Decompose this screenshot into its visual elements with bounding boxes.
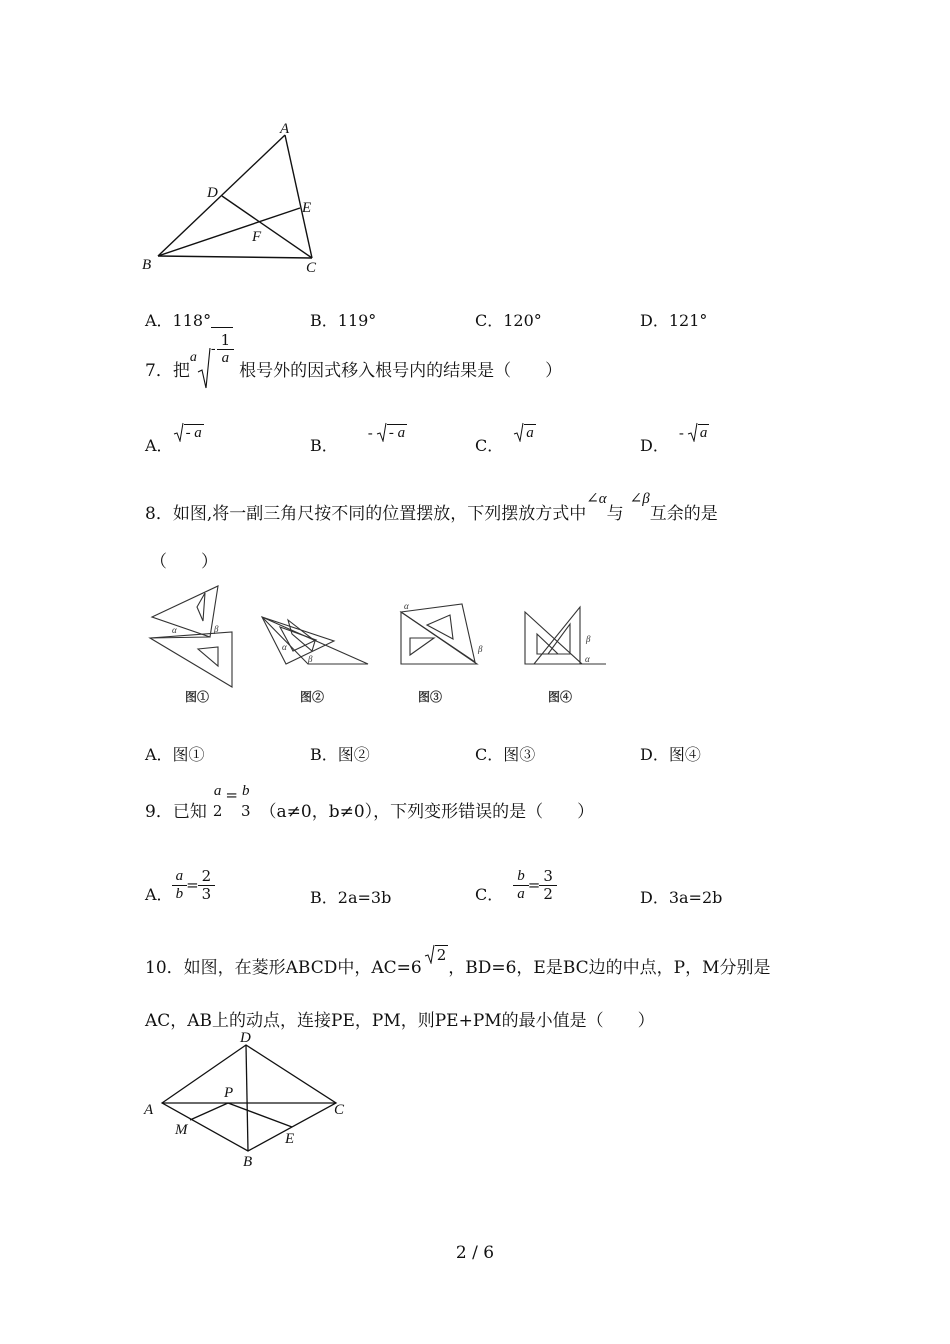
label-P: P (224, 1085, 234, 1101)
sqrt-sign (173, 422, 184, 442)
q9-f2-den: 3 (240, 802, 251, 820)
fig4-caption: 图④ (548, 690, 573, 704)
question-8 (145, 484, 718, 524)
q7-suffix: 根号外的因式移入根号内的结果是（ ） (239, 360, 563, 381)
q9-optC-f2-num: 3 (543, 867, 553, 885)
label-M: M (175, 1122, 188, 1138)
question-9 (145, 776, 594, 826)
label-C: C (334, 1102, 345, 1118)
q7-option-d-expr: a (699, 425, 708, 441)
fig3-caption: 图③ (418, 690, 443, 704)
q10-line1-start: 10．如图，在菱形ABCD中，AC=6 (145, 958, 422, 978)
label-B: B (142, 257, 152, 273)
q7-frac-num: 1 (220, 331, 231, 349)
q8-angle-beta: ∠β (629, 491, 650, 507)
q10-line1-end: ，BD=6，E是BC边的中点，P，M分别是 (448, 958, 771, 978)
q8-option-a[interactable]: A．图① (145, 745, 205, 764)
q7-option-d-label: D． (640, 436, 669, 455)
q9-optA-f2-num: 2 (201, 867, 212, 885)
q9-optA-f1-num: a (175, 868, 184, 884)
label-B: B (243, 1154, 253, 1170)
q7-option-d[interactable] (640, 426, 709, 456)
q8-text-mid: 与 (606, 504, 624, 524)
q10-sqrt-arg: 2 (436, 946, 447, 964)
q9-f1-den: 2 (212, 802, 223, 820)
q6-option-a[interactable]: A．118° (145, 311, 212, 330)
sqrt-sign (687, 422, 698, 442)
q9-option-d[interactable]: D．3a=2b (640, 888, 723, 907)
fig4-beta: β (586, 634, 591, 644)
q9-option-c[interactable] (475, 860, 556, 910)
q9-option-a-label: A． (145, 884, 173, 904)
q9-optC-eq: = (527, 876, 541, 894)
q9-f2-num: b (241, 782, 250, 799)
q7-option-c-label: C． (475, 436, 504, 455)
label-F: F (252, 229, 262, 245)
q7-option-b-expr: - a (388, 425, 406, 441)
label-D: D (207, 185, 218, 201)
q9-suffix: （a≠0，b≠0），下列变形错误的是（ ） (259, 801, 595, 822)
q7-option-c[interactable] (475, 426, 536, 456)
q7-option-a-label: A． (145, 436, 173, 455)
q9-f1-num: a (213, 782, 222, 799)
q9-option-a[interactable] (145, 860, 214, 910)
q7-option-b-sign: - (367, 424, 373, 442)
q9-eq: = (225, 786, 238, 804)
label-A: A (144, 1102, 154, 1118)
fig3-beta: β (478, 644, 483, 654)
q8-answer-paren: （ ） (150, 552, 218, 572)
q8-angle-alpha: ∠α (586, 491, 607, 507)
q7-var-a: a (189, 350, 197, 365)
fig1-alpha: α (172, 625, 177, 635)
q7-radicand (211, 327, 233, 369)
q7-frac-den: a (221, 349, 230, 366)
q7-option-a-expr: - a (185, 425, 202, 441)
page-number: 2 / 6 (455, 1243, 495, 1263)
label-D: D (240, 1030, 251, 1046)
q9-prefix: 9．已知 (145, 801, 207, 822)
q6-option-d[interactable]: D．121° (640, 311, 708, 330)
q8-option-c[interactable]: C．图③ (475, 745, 536, 764)
question-7 (145, 331, 563, 392)
sqrt-sign (376, 422, 387, 442)
fig1-caption: 图① (185, 690, 210, 704)
fig3-alpha: α (404, 601, 409, 611)
label-C: C (306, 260, 317, 276)
sqrt-sign (513, 422, 524, 442)
q9-option-c-label: C． (475, 884, 504, 904)
q9-optC-f1-num: b (517, 868, 525, 884)
q9-optA-f1-den: b (175, 885, 184, 902)
fig2-caption: 图② (300, 690, 325, 704)
q8-option-b[interactable]: B．图② (310, 745, 370, 764)
q9-optA-eq: = (186, 876, 199, 894)
q9-optC-f2-den: 2 (543, 884, 553, 903)
q7-option-b[interactable] (310, 426, 407, 456)
sqrt-sign (197, 346, 211, 390)
label-E: E (302, 200, 312, 216)
q8-text-start: 8．如图,将一副三角尺按不同的位置摆放，下列摆放方式中 (145, 504, 587, 524)
q6-option-b[interactable]: B．119° (310, 311, 377, 330)
label-A: A (280, 121, 290, 137)
question-10 (145, 944, 771, 978)
sqrt-sign (424, 944, 435, 964)
q7-option-b-label: B． (310, 436, 338, 455)
set-square-figures-q8 (140, 580, 620, 710)
q7-option-a[interactable] (145, 426, 204, 456)
q6-option-c[interactable]: C．120° (475, 311, 542, 330)
label-E: E (285, 1131, 295, 1147)
q7-prefix: 7．把 (145, 360, 190, 381)
q8-option-d[interactable]: D．图④ (640, 745, 701, 764)
triangle-figure-q6 (130, 115, 340, 280)
fig4-alpha: α (585, 654, 590, 664)
q7-minus: - (210, 341, 216, 357)
q8-text-end: 互余的是 (649, 504, 718, 524)
fig1-beta: β (214, 624, 219, 634)
q7-option-c-expr: a (526, 425, 534, 441)
q10-line2: AC，AB上的动点，连接PE，PM，则PE+PM的最小值是（ ） (145, 1011, 655, 1031)
q9-optA-f2-den: 3 (201, 884, 212, 903)
rhombus-figure-q10 (140, 1030, 360, 1170)
q9-option-b[interactable]: B．2a=3b (310, 888, 392, 907)
q7-option-d-sign: - (678, 424, 684, 442)
fig2-beta: β (308, 654, 313, 664)
fig2-alpha: α (282, 642, 287, 652)
q9-optC-f1-den: a (517, 885, 525, 902)
